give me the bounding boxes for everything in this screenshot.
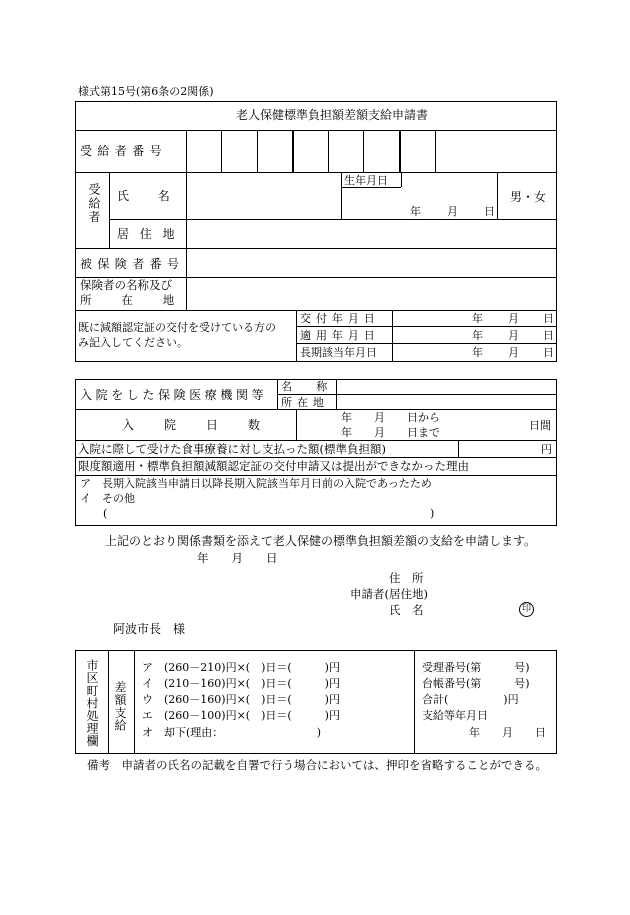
receipt-number: 受理番号(第 号) (422, 661, 530, 674)
long-term-date-year: 年 (472, 346, 483, 359)
reason-i: イ その他 (80, 492, 135, 505)
birthdate-year: 年 (410, 205, 421, 218)
ledger-number: 台帳番号(第 号) (422, 677, 530, 690)
total-amount: 合計( )円 (422, 693, 519, 706)
office-column-label: 市区町村処理欄 (85, 659, 99, 748)
insurer-label-1: 保険者の名称及び (80, 278, 172, 292)
long-term-date-day: 日 (543, 346, 554, 359)
stay-days-label: 入院日数 (122, 418, 291, 432)
calc-row-e: エ (260－100)円×( )日＝( )円 (142, 709, 340, 722)
declaration-text: 上記のとおり関係書類を添えて老人保健の標準負担額差額の支給を申請します。 (105, 534, 537, 548)
stay-to: 年 月 日まで (341, 426, 440, 439)
hospital-location-label: 所在地 (281, 396, 329, 409)
calc-row-a: ア (260－210)円×( )日＝( )円 (142, 661, 340, 674)
name-label: 氏名 (117, 189, 199, 203)
reason-paren-open: ( (103, 507, 108, 520)
hospital-name-label: 名称 (281, 380, 352, 393)
application-date: 年 月 日 (197, 551, 278, 565)
calc-row-u: ウ (260－160)円×( )日＝( )円 (142, 693, 340, 706)
seal-mark: 印 (519, 602, 534, 617)
remarks-note: 備考 申請者の氏名の記載を自署で行う場合においては、押印を省略することができる。 (87, 758, 547, 772)
issue-date-month: 月 (508, 312, 519, 325)
name-signature-label: 氏 名 (389, 603, 424, 617)
reason-a: ア 長期入院該当申請日以降長期入院該当年月日前の入院であったため (80, 477, 432, 490)
calc-row-o: オ 却下(理由： ) (142, 726, 322, 739)
insured-number-label: 被保険者番号 (80, 257, 185, 271)
long-term-date-label: 長期該当年月日 (300, 346, 377, 359)
meal-cost-label: 入院に際して受けた食事療養に対し支払った額(標準負担額) (78, 442, 386, 456)
diff-payment-label: 差額支給 (113, 681, 127, 732)
issue-date-year: 年 (472, 312, 483, 325)
payment-date-label: 支給等年月日 (422, 709, 488, 722)
apply-date-label: 適用年月日 (300, 329, 380, 342)
apply-date-year: 年 (472, 329, 483, 342)
apply-date-month: 月 (508, 329, 519, 342)
stay-unit: 日間 (529, 419, 551, 432)
long-term-date-month: 月 (508, 346, 519, 359)
recipient-group-label: 受給者 (87, 183, 101, 225)
calc-row-i: イ (210－160)円×( )日＝( )円 (142, 677, 340, 690)
birthdate-day: 日 (484, 205, 495, 218)
insurer-label-2: 所在地 (80, 293, 205, 307)
apply-date-day: 日 (543, 329, 554, 342)
existing-cert-note-2: み記入してください。 (78, 336, 188, 349)
issue-date-label: 交付年月日 (300, 312, 380, 325)
sex-label: 男・女 (510, 190, 547, 204)
address-label: 居住地 (117, 227, 186, 241)
addressee: 阿波市長 様 (113, 622, 186, 636)
issue-date-day: 日 (543, 312, 554, 325)
applicant-label: 申請者(居住地) (350, 587, 428, 601)
birthdate-label: 生年月日 (344, 174, 388, 187)
address-signature-label: 住 所 (389, 571, 424, 585)
birthdate-month: 月 (447, 205, 458, 218)
recipient-number-label: 受給者番号 (80, 144, 168, 158)
meal-cost-yen: 円 (541, 443, 552, 456)
reason-header: 限度額適用・標準負担額減額認定証の交付申請又は提出ができなかった理由 (78, 459, 469, 473)
existing-cert-note-1: 既に減額認定証の交付を受けている方の (78, 321, 276, 334)
reason-paren-close: ) (430, 507, 435, 520)
payment-date-value: 年 月 日 (469, 726, 546, 739)
stay-from: 年 月 日から (341, 411, 440, 424)
form-title: 老人保健標準負担額差額支給申請書 (236, 108, 429, 122)
form-number: 様式第15号(第6条の2関係) (78, 85, 214, 98)
hospital-label: 入院をした保険医療機関等 (80, 388, 268, 402)
